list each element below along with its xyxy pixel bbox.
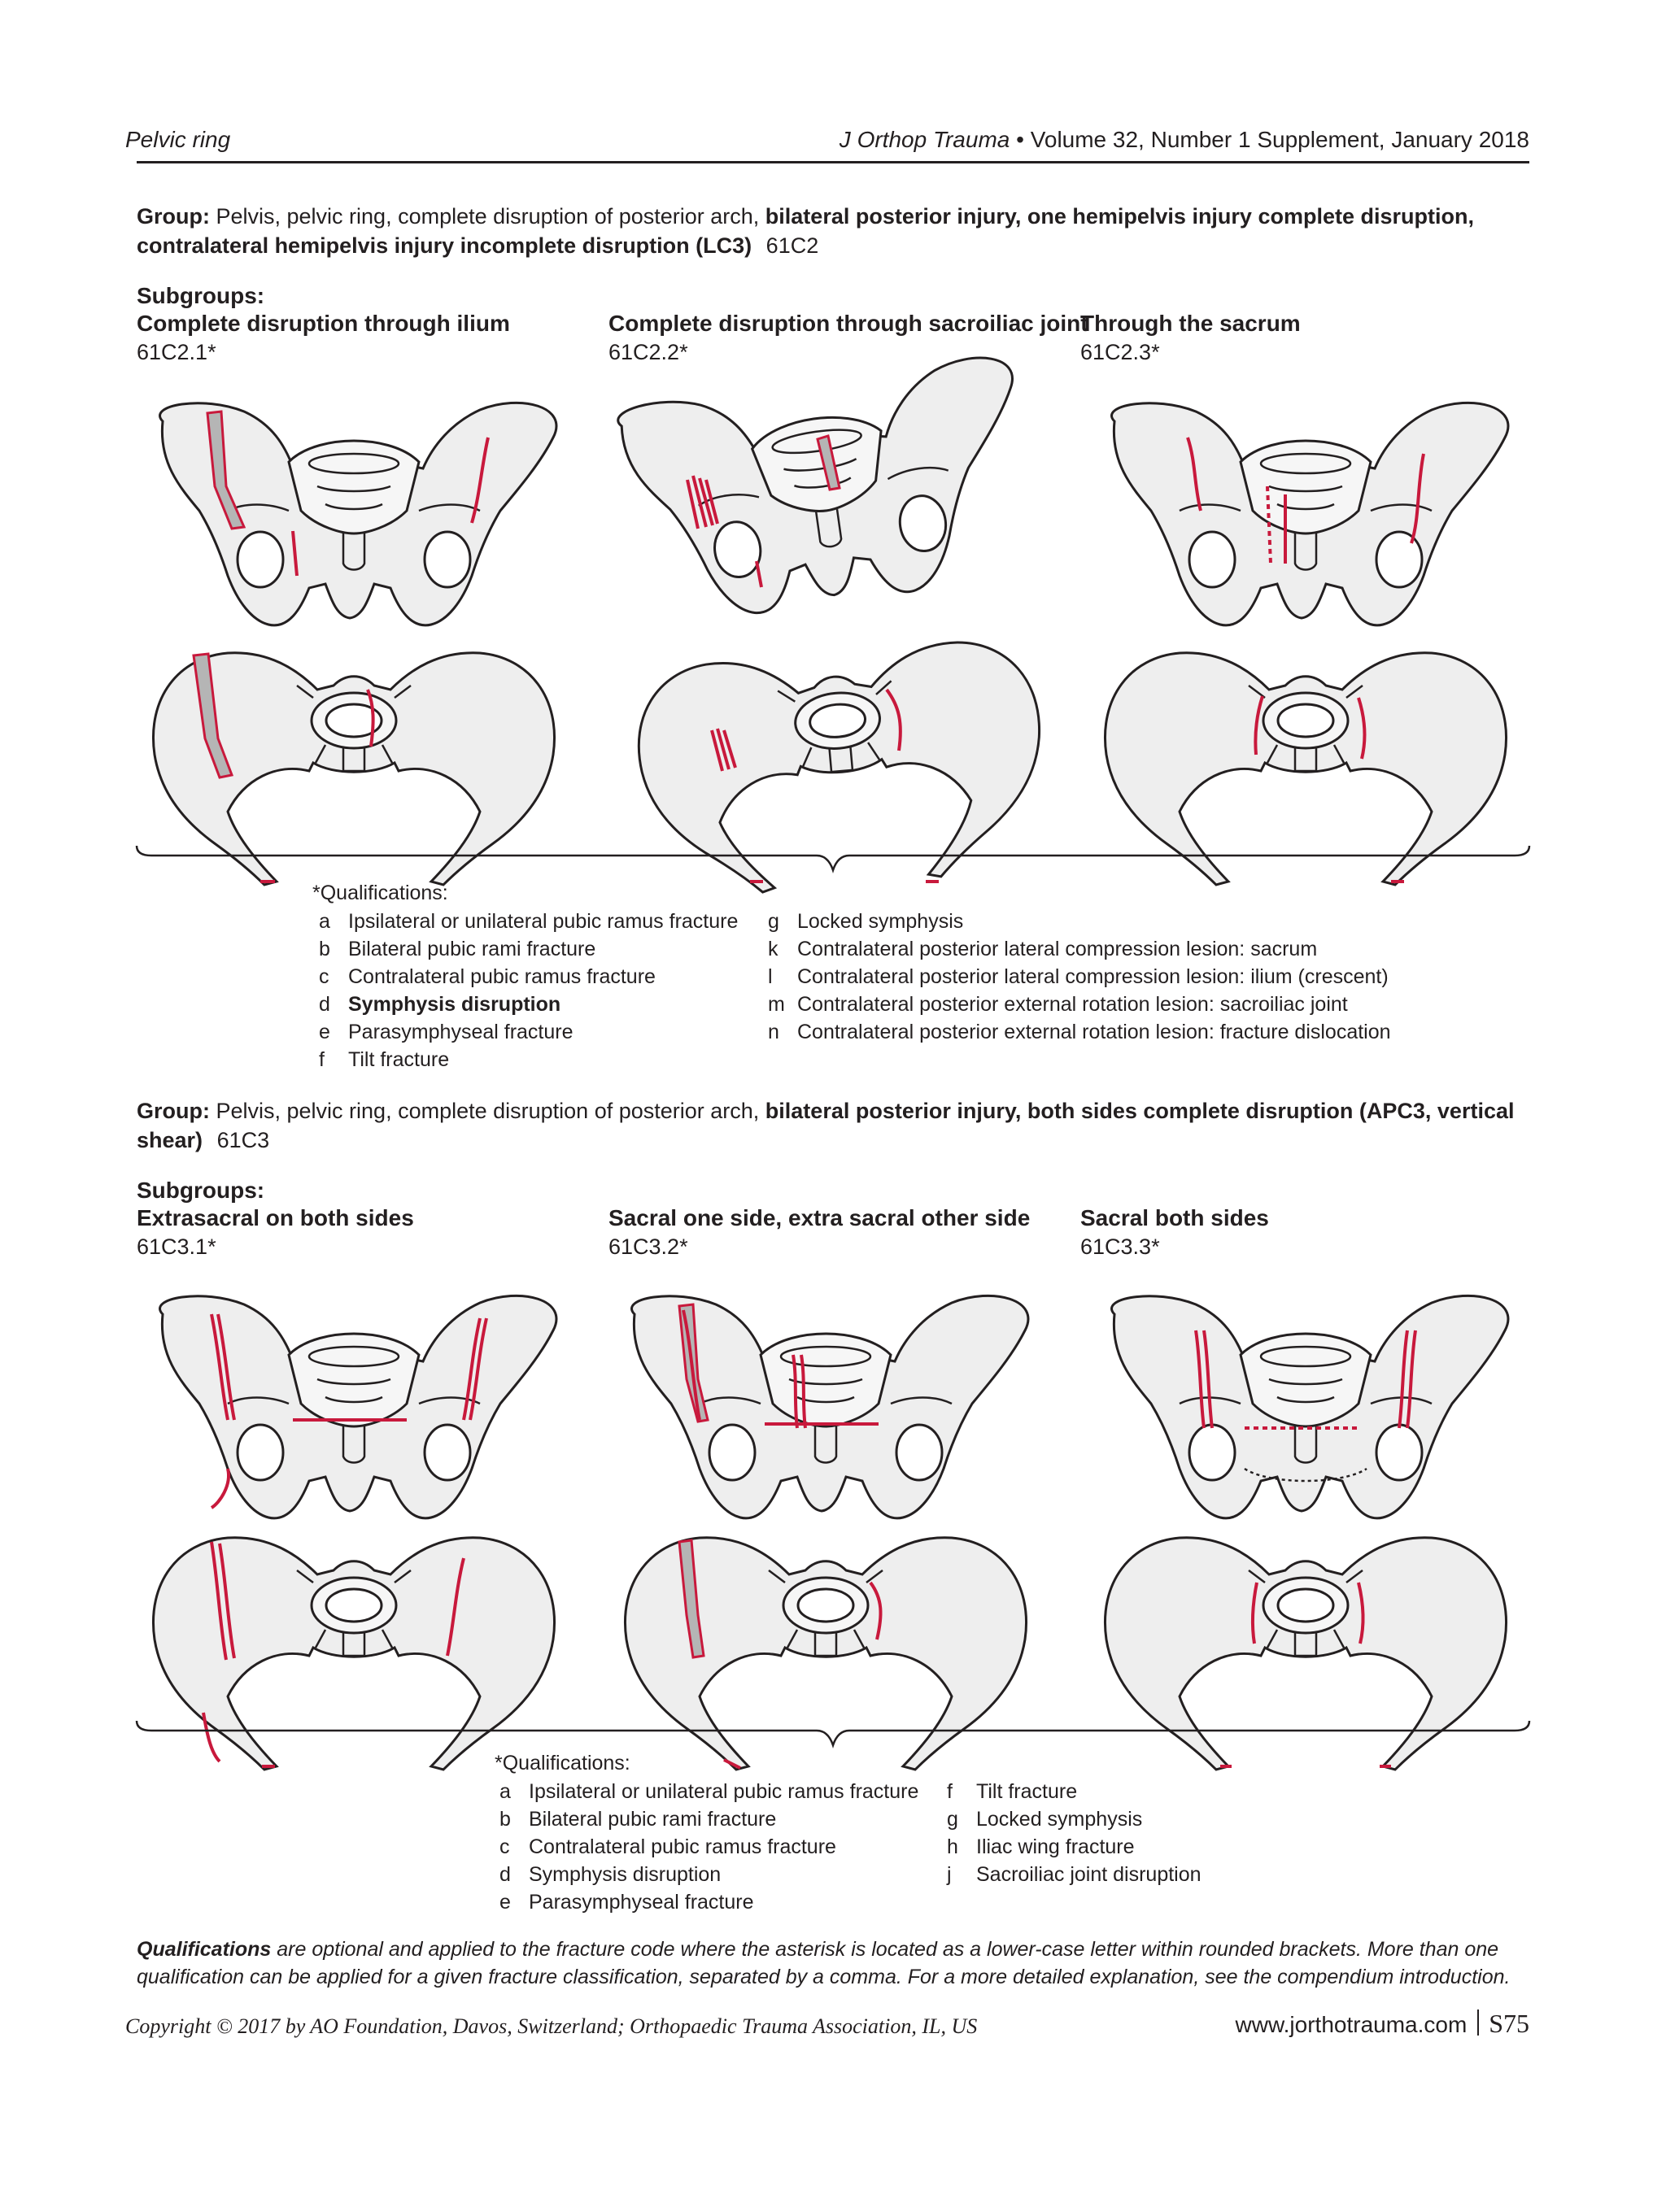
qualification-item: c Contralateral pubic ramus fracture <box>499 1835 836 1858</box>
subgroup-code: 61C2.2* <box>608 340 688 364</box>
pelvis-ap-61C3.1-illustration <box>130 1282 586 1534</box>
bracket-divider <box>135 1718 1531 1750</box>
qualifications-list-left <box>495 1778 918 1916</box>
subgroup-61C3.2 <box>608 1204 1030 1261</box>
page-number: S75 <box>1489 2009 1529 2038</box>
subgroup-title: Through the sacrum <box>1080 311 1301 336</box>
subgroup-61C2.1 <box>137 309 510 366</box>
subgroup-code: 61C3.3* <box>1080 1234 1160 1259</box>
subgroup-title: Extrasacral on both sides <box>137 1205 414 1230</box>
qualification-item: h Iliac wing fracture <box>947 1835 1135 1858</box>
group-label: Group: <box>137 1099 210 1123</box>
group-label: Group: <box>137 204 210 229</box>
pelvis-ap-61C2.2-illustration <box>602 366 1058 642</box>
qualifications-footnote <box>137 1936 1529 1991</box>
journal-name: J Orthop Trauma <box>839 127 1010 152</box>
subgroup-code: 61C2.3* <box>1080 340 1160 364</box>
header-bullet: • <box>1016 127 1024 152</box>
group-61C3-description <box>137 1096 1529 1155</box>
group-text-bold: bilateral posterior injury, one hemipelvis injury complete disruption, contralateral hemipelvis injury incomplete disruption (LC3) <box>137 204 1474 258</box>
qualification-item: g Locked symphysis <box>947 1808 1143 1831</box>
subgroups-label: Subgroups: <box>137 283 265 308</box>
qualification-item: e Parasymphyseal fracture <box>499 1891 754 1914</box>
subgroup-61C2.2 <box>608 309 1088 366</box>
qualifications-list-left <box>314 908 738 1073</box>
qualification-item: l Contralateral posterior lateral compression lesion: ilium (crescent) <box>768 965 1389 988</box>
journal-website-link[interactable]: www.jorthotrauma.com <box>1235 2012 1468 2037</box>
subgroup-title: Complete disruption through ilium <box>137 311 510 336</box>
group-text: Pelvis, pelvic ring, complete disruption of posterior arch, <box>209 1099 765 1123</box>
subgroup-61C3.3 <box>1080 1204 1269 1261</box>
subgroup-code: 61C3.1* <box>137 1234 216 1259</box>
journal-volume: Volume 32, Number 1 Supplement, January 2018 <box>1030 127 1529 152</box>
group-text: Pelvis, pelvic ring, complete disruption of posterior arch, <box>209 204 765 229</box>
pelvis-ap-61C3.2-illustration <box>602 1282 1058 1534</box>
qualifications-title: *Qualifications: <box>312 882 448 904</box>
qualification-item: a Ipsilateral or unilateral pubic ramus fracture <box>499 1780 919 1803</box>
qualification-item: b Bilateral pubic rami fracture <box>319 938 596 960</box>
pelvis-ap-61C2.3-illustration <box>1082 389 1537 641</box>
group-text-bold: bilateral posterior injury, both sides complete disruption (APC3, vertical shear) <box>137 1099 1515 1152</box>
footer-right <box>1236 2009 1529 2039</box>
qualification-item: k Contralateral posterior lateral compression lesion: sacrum <box>768 938 1318 960</box>
subgroup-title: Sacral both sides <box>1080 1205 1269 1230</box>
subgroup-61C2.3 <box>1080 309 1301 366</box>
subgroup-code: 61C3.2* <box>608 1234 688 1259</box>
pelvis-ap-61C3.3-illustration <box>1082 1282 1537 1534</box>
qualification-item: e Parasymphyseal fracture <box>319 1021 574 1043</box>
subgroup-title: Sacral one side, extra sacral other side <box>608 1205 1031 1230</box>
qualifications-list-right <box>763 908 1391 1046</box>
qualification-item: b Bilateral pubic rami fracture <box>499 1808 777 1831</box>
footnote-bold: Qualifications <box>137 1938 272 1961</box>
pelvis-ap-61C2.1-illustration <box>130 389 586 641</box>
qualification-item: a Ipsilateral or unilateral pubic ramus fracture <box>319 910 739 933</box>
group-61C2-description <box>137 202 1529 260</box>
qualifications-list-right <box>942 1778 1202 1888</box>
qualification-item: f Tilt fracture <box>319 1048 450 1071</box>
qualification-item: g Locked symphysis <box>768 910 964 933</box>
header-rule <box>137 161 1529 163</box>
subgroup-61C3.1 <box>137 1204 414 1261</box>
group-code: 61C2 <box>765 233 819 258</box>
subgroups-label: Subgroups: <box>137 1178 265 1203</box>
bracket-divider <box>135 843 1531 875</box>
copyright-notice: Copyright © 2017 by AO Foundation, Davos, Switzerland; Orthopaedic Trauma Association, IL, US <box>125 2014 978 2038</box>
group-code: 61C3 <box>216 1128 270 1152</box>
qualification-item: n Contralateral posterior external rotation lesion: fracture dislocation <box>768 1021 1391 1043</box>
running-head-journal <box>840 127 1529 153</box>
footer-divider <box>1477 2010 1479 2036</box>
qualifications-title: *Qualifications: <box>495 1752 630 1774</box>
subgroup-title: Complete disruption through sacroiliac joint <box>608 311 1088 336</box>
qualification-item: j Sacroiliac joint disruption <box>947 1863 1202 1886</box>
running-head-title: Pelvic ring <box>125 127 231 152</box>
qualification-item: m Contralateral posterior external rotation lesion: sacroiliac joint <box>768 993 1348 1016</box>
footnote-text: are optional and applied to the fracture code where the asterisk is located as a lower-case letter within rounded brackets. More than one qualification can be applied for a given fracture classification, separated by a comma. For a more detailed explanation, see the compendium introduction. <box>137 1938 1511 1988</box>
qualification-item: c Contralateral pubic ramus fracture <box>319 965 656 988</box>
qualification-item: d Symphysis disruption <box>499 1863 722 1886</box>
qualification-item: f Tilt fracture <box>947 1780 1078 1803</box>
qualification-item: d Symphysis disruption <box>319 993 561 1016</box>
subgroup-code: 61C2.1* <box>137 340 216 364</box>
